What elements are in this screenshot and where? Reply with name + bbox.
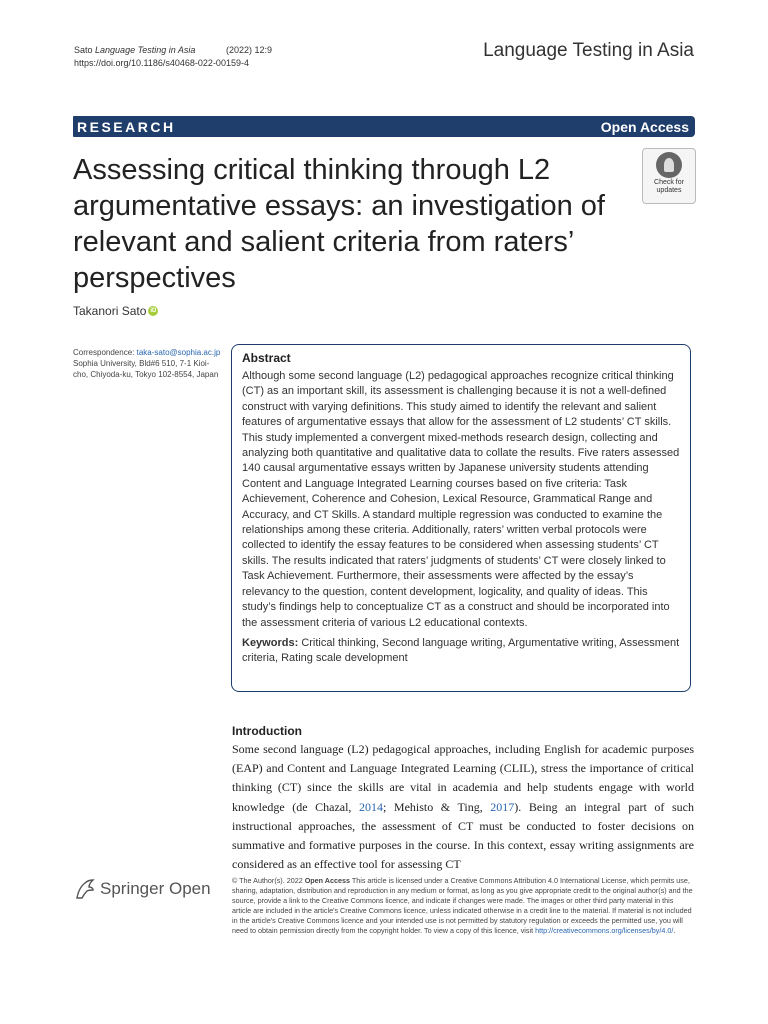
check-for-updates-badge[interactable] <box>642 148 696 204</box>
bookmark-icon <box>656 152 682 178</box>
abstract-box <box>231 344 691 692</box>
license-text: This article is licensed under a Creative Commons Attribution 4.0 International License, which permits use, sharing, adaptation, distribution and reproduction in any medium or format, as long as you give appropriate credit to the original author(s) and the source, provide a link to the Creative Commons licence, and indicate if changes were made. The images or other third party material in this article are included in the article's Creative Commons licence, unless indicated otherwise in a credit line to the material. If material is not included in the article's Creative Commons licence and your intended use is not permitted by statutory regulation or exceeds the permitted use, you will need to obtain permission directly from the copyright holder. To view a copy of this licence, visit <box>232 876 693 935</box>
open-access-label: Open Access <box>600 118 689 135</box>
keywords <box>242 636 682 667</box>
keywords-list: Critical thinking, Second language writing, Argumentative writing, Assessment criteria, Rating scale development <box>242 636 680 665</box>
copyright: © The Author(s). 2022 <box>232 876 303 885</box>
check-updates-line1: Check for <box>654 179 684 186</box>
license-oa-label: Open Access <box>304 876 350 885</box>
springer-horse-icon <box>74 878 96 900</box>
intro-text-b: ; Mehisto & Ting, <box>383 799 491 814</box>
license-url[interactable]: http://creativecommons.org/licenses/by/4.0/ <box>535 926 674 935</box>
intro-text-c: ). Being an integral part of such instructional approaches, the assessment of CT must be conducted to foster decisions on summative and formative purposes in the course. In this context, essay writing assignments are considered as an effective tool for assessing CT <box>232 799 694 872</box>
author-line <box>73 304 158 318</box>
check-updates-line2: updates <box>656 187 682 194</box>
abstract-text: Although some second language (L2) pedagogical approaches recognize critical thinking (CT) as an important skill, its assessment is challenging because it is not a well-defined construct with varying definitions. This study aimed to identify the relevant and salient features of argumentative essays that allow for the assessment of L2 students’ CT skills. This study implemented a convergent mixed-methods research design, collecting and analyzing both quantitative and qualitative data to collate the results. Five raters assessed 140 causal argumentative essays written by Japanese university students attending Content and Language Integrated Learning courses based on five criteria: Task Achievement, Coherence and Cohesion, Lexical Resource, Grammatical Range and Accuracy, and CT Skills. A standard multiple regression was conducted to examine the relationships among these criteria. Additionally, raters’ written verbal protocols were collected to identify the essay features to be considered when assessing students’ CT skills. The results indicated that raters’ judgments of students’ CT were closely linked to Task Achievement. Furthermore, their assessments were affected by the essay’s relevancy to the question, content development, logicality, and quality of ideas. This study’s findings help to conceptualize CT as a construct and should be incorporated into the assessment criteria of various L2 educational contexts. <box>242 370 680 629</box>
license-end: . <box>673 926 676 935</box>
doi-link[interactable]: https://doi.org/10.1186/s40468-022-00159-4 <box>74 58 249 68</box>
journal-title: Language Testing in Asia <box>483 40 694 61</box>
author-name: Takanori Sato <box>73 304 147 318</box>
license-notice <box>232 876 694 936</box>
reference-link[interactable]: 2017 <box>490 799 515 814</box>
correspondence-label: Correspondence: <box>73 348 135 357</box>
introduction-text <box>232 740 694 874</box>
correspondence-block <box>73 347 223 380</box>
publisher-name: Springer Open <box>100 879 211 898</box>
intro-text-a: Some second language (L2) pedagogical approaches, including English for academic purposes (EAP) and Content and Language Integrated Learning (CLIL), stress the importance of critical thinking (CT) since the skills are vital in academia and help students engage with world knowledge (de Chazal, <box>232 742 694 814</box>
citation-author: Sato <box>74 45 93 55</box>
section-label: RESEARCH <box>77 118 176 135</box>
reference-link[interactable]: 2014 <box>359 799 383 814</box>
orcid-icon[interactable]: iD <box>150 308 157 314</box>
citation-meta <box>74 44 272 70</box>
publisher-logo <box>74 878 211 900</box>
correspondence-address: Sophia University, Bld#6 510, 7-1 Kioi-cho, Chiyoda-ku, Tokyo 102-8554, Japan <box>73 359 219 379</box>
section-banner <box>73 116 695 137</box>
abstract-heading: Abstract <box>242 351 291 365</box>
correspondence-email[interactable]: taka-sato@sophia.ac.jp <box>136 348 221 357</box>
article-title: Assessing critical thinking through L2 argumentative essays: an investigation of relevant and salient criteria from raters’ perspectives <box>73 154 605 294</box>
citation-year-volume: (2022) 12:9 <box>225 45 273 55</box>
citation-journal: Language Testing in Asia <box>95 45 196 55</box>
introduction-heading: Introduction <box>232 724 302 738</box>
keywords-label: Keywords: <box>242 636 299 649</box>
